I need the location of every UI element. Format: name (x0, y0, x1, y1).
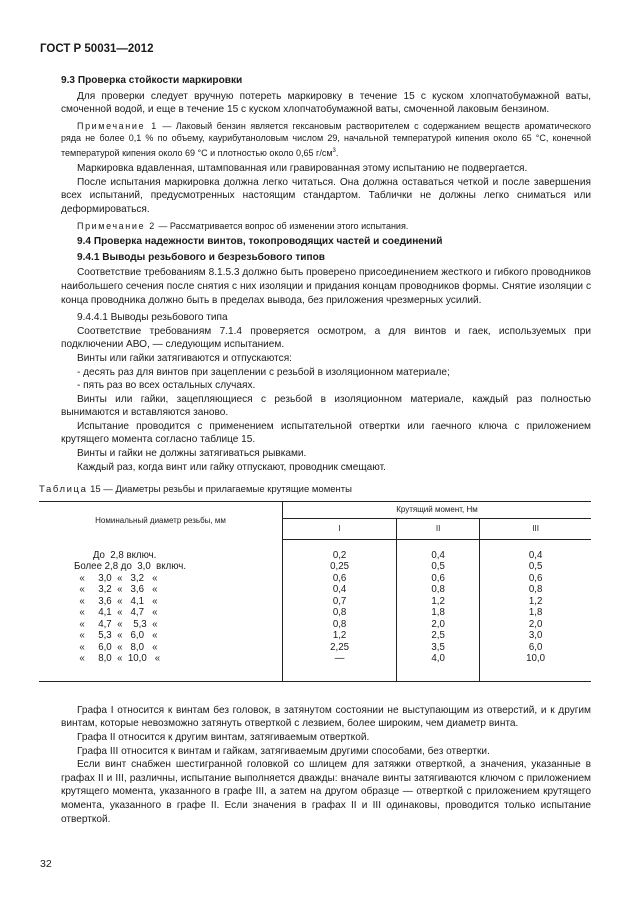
torque-iii-cell: 0,6 (528, 572, 543, 584)
section-9-4-4-1-paragraph-4: Испытание проводится с применением испытательной отвертки или гаечного ключа с приложением крутящего момента согласно таблице 15. (61, 420, 591, 446)
torque-iii-cell: 0,8 (528, 584, 543, 596)
table-row (39, 607, 591, 619)
torque-ii-cell: 0,8 (397, 584, 480, 596)
table-caption-text: 15 — Диаметры резьбы и прилагаемые крутящие моменты (90, 484, 352, 496)
table-row (39, 653, 591, 681)
table-15-caption (39, 483, 591, 497)
torque-i-cell: 2,25 (283, 642, 397, 654)
torque-iii-cell: 3,0 (528, 630, 543, 642)
after-paragraph-1: Графа I относится к винтам без головок, в затянутом состоянии не выступающим из отверстий, и к другим винтам, которые невозможно затянуть отверткой с лезвием, более широким, чем диаметр винта. (61, 704, 591, 730)
diameter-cell: « 5,3 « 6,0 « (39, 630, 283, 642)
table-15 (39, 501, 591, 682)
note-1-label: Примечание 1 (77, 120, 158, 131)
torque-i-cell: 0,2 (283, 539, 397, 561)
section-9-3-paragraph-3: После испытания маркировка должна легко читаться. Она должна оставаться четкой и после завершения всех испытаний, предусмотренных настоящим стандартом. Таблички не должны легко сниматься или деформироваться. (61, 176, 591, 216)
note-1-superscript: 3 (332, 147, 336, 154)
torque-ii-cell: 0,4 (397, 539, 480, 561)
diameter-cell: « 3,2 « 3,6 « (39, 584, 283, 596)
torque-ii-cell: 2,5 (397, 630, 480, 642)
diameter-cell: Более 2,8 до 3,0 включ. (39, 561, 283, 573)
torque-ii-cell: 0,6 (397, 573, 480, 585)
table-caption-label: Таблица (39, 484, 88, 496)
table-row (39, 561, 591, 573)
after-paragraph-3: Графа III относится к винтам и гайкам, затягиваемым другими способами, без отвертки. (77, 745, 490, 757)
standard-header: ГОСТ Р 50031—2012 (40, 43, 154, 55)
torque-iii-cell: 2,0 (528, 618, 543, 630)
torque-iii-cell: 0,5 (528, 561, 543, 573)
table-row (39, 584, 591, 596)
note-1-text: — Лаковый бензин является гексановым растворителем с содержанием веществ ароматического ряда не более 0,1 % по объему, каурибутаноловым числом 29, начальной температурой кипения около 65 °С, конечной температурой кипения около 69 °С и плотностью около 0,65 г/см (61, 120, 591, 158)
table-row (39, 539, 591, 561)
torque-i-cell: 0,8 (283, 607, 397, 619)
torque-i-cell: — (283, 653, 397, 681)
note-1-end: . (335, 147, 339, 158)
section-9-4-1-paragraph-1: Соответствие требованиям 8.1.5.3 должно быть проверено присоединением жесткого и гибкого проводников наибольшего сечения после снятия с них изоляции и придания концам проводников формы. Снятие изоляции с конца проводника должно быть в пределах вывода, без приложения чрезмерных усилий. (61, 267, 591, 306)
section-9-4-4-1-paragraph-3: Винты или гайки, зацепляющиеся с резьбой в изоляционном материале, каждый раз полностью вынимаются и вставляются заново. (61, 393, 591, 419)
column-header-ii: II (397, 518, 480, 539)
torque-iii-cell: 1,2 (528, 595, 543, 607)
page-number: 32 (40, 858, 52, 870)
page-content (39, 74, 591, 826)
table-row (39, 630, 591, 642)
torque-ii-cell: 4,0 (397, 653, 480, 681)
torque-iii-cell: 10,0 (480, 653, 591, 681)
section-9-4-4-1-title: 9.4.4.1 Выводы резьбового типа (77, 312, 228, 324)
section-9-3-paragraph-1: Для проверки следует вручную потереть маркировку в течение 15 с куском хлопчатобумажной ваты, смоченной водой, и еще в течение 15 с куском хлопчатобумажной ваты, смоченной лаковым бензином. (61, 90, 591, 116)
torque-i-cell: 0,4 (283, 584, 397, 596)
diameter-cell: До 2,8 включ. (39, 539, 283, 561)
section-9-4-4-1-paragraph-2: Винты или гайки затягиваются и отпускаются: (77, 352, 292, 364)
column-header-iii: III (480, 518, 591, 539)
note-2-label: Примечание 2 (77, 220, 156, 231)
table-row (39, 573, 591, 585)
section-9-4-4-1-paragraph-5: Винты и гайки не должны затягиваться рывками. (77, 448, 307, 460)
torque-i-cell: 0,6 (283, 573, 397, 585)
diameter-cell: « 4,7 « 5,3 « (39, 619, 283, 631)
table-row (39, 642, 591, 654)
torque-i-cell: 0,25 (283, 561, 397, 573)
table-row (39, 596, 591, 608)
note-2 (61, 220, 591, 233)
table-row (39, 619, 591, 631)
diameter-cell: « 4,1 « 4,7 « (39, 607, 283, 619)
torque-i-cell: 1,2 (283, 630, 397, 642)
after-paragraph-4: Если винт снабжен шестигранной головкой со шлицем для затяжки отверткой, а значения, указанные в графах II и III, различны, испытание выполняется дважды: вначале винты затягиваются ключом с приложением крутящего момента, указанного в графе III, а затем на другом образце — отверткой с приложением крутящего момента, указанного в графе II. Если значения в графах II и III одинаковы, проводится только испытание отверткой. (61, 759, 591, 825)
torque-ii-cell: 3,5 (397, 642, 480, 654)
torque-i-cell: 0,8 (283, 619, 397, 631)
torque-iii-cell: 0,4 (528, 549, 543, 561)
torque-iii-cell: 6,0 (528, 641, 543, 653)
section-9-4-4-1-paragraph-1: Соответствие требованиям 7.1.4 проверяется осмотром, а для винтов и гаек, используемых при подключении АВО, — следующим испытанием. (61, 325, 591, 351)
torque-i-cell: 0,7 (283, 596, 397, 608)
diameter-cell: « 3,6 « 4,1 « (39, 596, 283, 608)
section-9-4-4-1-paragraph-6: Каждый раз, когда винт или гайку отпускают, проводник смещают. (77, 461, 386, 473)
section-9-4-title: 9.4 Проверка надежности винтов, токопроводящих частей и соединений (77, 236, 443, 248)
note-2-text: — Рассматривается вопрос об изменении этого испытания. (158, 220, 409, 231)
table-15-body (39, 539, 591, 681)
list-item-1: - десять раз для винтов при зацеплении с резьбой в изоляционном материале; (77, 366, 450, 378)
list-item-2: - пять раз во всех остальных случаях. (77, 380, 256, 392)
diameter-cell: « 8,0 « 10,0 « (39, 653, 283, 681)
diameter-cell: « 6,0 « 8,0 « (39, 642, 283, 654)
after-paragraph-2: Графа II относится к другим винтам, затягиваемым отверткой. (77, 732, 370, 744)
column-header-diameter: Номинальный диаметр резьбы, мм (39, 501, 283, 539)
torque-ii-cell: 1,2 (397, 596, 480, 608)
torque-ii-cell: 1,8 (397, 607, 480, 619)
section-9-4-1-title: 9.4.1 Выводы резьбового и безрезьбового типов (77, 251, 325, 263)
column-header-torque: Крутящий момент, Нм (283, 501, 592, 518)
diameter-cell: « 3,0 « 3,2 « (39, 573, 283, 585)
section-9-3-paragraph-2: Маркировка вдавленная, штампованная или гравированная этому испытанию не подвергается. (77, 163, 528, 175)
section-9-3-title: 9.3 Проверка стойкости маркировки (61, 75, 243, 86)
torque-ii-cell: 0,5 (397, 561, 480, 573)
torque-iii-cell: 1,8 (528, 607, 543, 619)
column-header-i: I (283, 518, 397, 539)
torque-ii-cell: 2,0 (397, 619, 480, 631)
note-1 (61, 120, 591, 160)
